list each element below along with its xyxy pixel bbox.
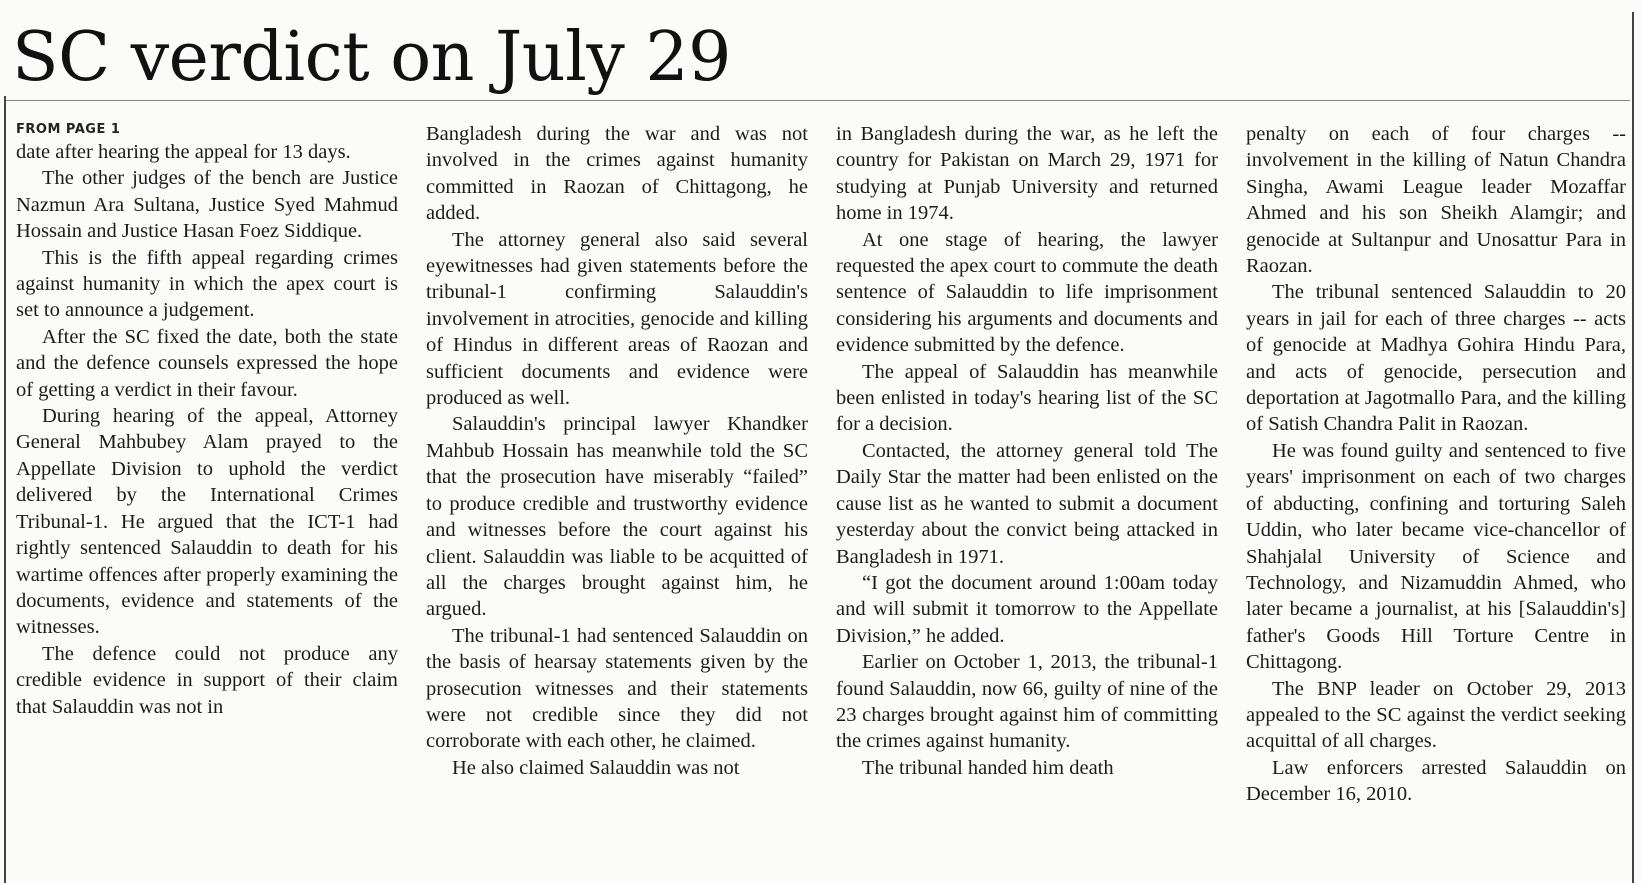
article-column-1 (16, 121, 398, 720)
paragraph: Salauddin's principal lawyer Khandker Mahbub Hossain has meanwhile told the SC that the prosecution have miserably “failed” to produce credible and trustworthy evidence and witnesses before the court against his client. Salauddin was liable to be acquitted of all the charges brought against him, he argued. (426, 413, 808, 621)
paragraph: During hearing of the appeal, Attorney General Mahbubey Alam prayed to the Appellate Division to uphold the verdict delivered by the International Crimes Tribunal-1. He argued that the ICT-1 had rightly sentenced Salauddin to death for his wartime offences after properly examining the documents, evidence and statements of the witnesses. (16, 405, 398, 639)
paragraph: The defence could not produce any credible evidence in support of their claim that Salauddin was not in (16, 642, 398, 718)
paragraph: The appeal of Salauddin has meanwhile been enlisted in today's hearing list of the SC for a decision. (836, 360, 1218, 436)
paragraph: Earlier on October 1, 2013, the tribunal-1 found Salauddin, now 66, guilty of nine of the 23 charges brought against him of committing the crimes against humanity. (836, 651, 1218, 753)
paragraph: The tribunal handed him death (862, 756, 1114, 779)
paragraph: in Bangladesh during the war, as he left the country for Pakistan on March 29, 1971 for studying at Punjab University and returned home in 1974. (836, 123, 1218, 225)
paragraph: At one stage of hearing, the lawyer requested the apex court to commute the death sentence of Salauddin to life imprisonment considering his arguments and documents and evidence submitted by the defence. (836, 228, 1218, 357)
paragraph: The tribunal-1 had sentenced Salauddin on the basis of hearsay statements given by the prosecution witnesses and their statements were not credible since they did not corroborate with each other, he claimed. (426, 624, 808, 753)
paragraph: This is the fifth appeal regarding crimes against humanity in which the apex court is set to announce a judgement. (16, 246, 398, 322)
article-column-4 (1246, 121, 1626, 808)
paragraph: Bangladesh during the war and was not involved in the crimes against humanity committed in Raozan of Chittagong, he added. (426, 123, 808, 225)
article-column-2 (426, 121, 808, 781)
paragraph: penalty on each of four charges -- involvement in the killing of Natun Chandra Singha, Awami League leader Mozaffar Ahmed and his son Sheikh Alamgir; and genocide at Sultanpur and Unosattur Para in Raozan. (1246, 123, 1626, 278)
paragraph: The attorney general also said several eyewitnesses had given statements before the tribunal-1 confirming Salauddin's involvement in atrocities, genocide and killing of Hindus in different areas of Raozan and sufficient documents and evidence were produced as well. (426, 228, 808, 410)
article-column-3 (836, 121, 1218, 781)
left-border (4, 96, 6, 883)
right-border (1632, 12, 1634, 883)
paragraph: The BNP leader on October 29, 2013 appealed to the SC against the verdict seeking acquittal of all charges. (1246, 677, 1626, 753)
top-rule (4, 100, 1630, 101)
paragraph: After the SC fixed the date, both the state and the defence counsels expressed the hope of getting a verdict in their favour. (16, 325, 398, 401)
paragraph: date after hearing the appeal for 13 days. (16, 141, 351, 163)
paragraph: Law enforcers arrested Salauddin on December 16, 2010. (1246, 756, 1626, 806)
paragraph: Contacted, the attorney general told The Daily Star the matter had been enlisted on the cause list as he wanted to submit a document yesterday about the convict being attacked in Bangladesh in 1971. (836, 439, 1218, 568)
headline: SC verdict on July 29 (12, 18, 731, 97)
paragraph: The other judges of the bench are Justice Nazmun Ara Sultana, Justice Syed Mahmud Hossain and Justice Hasan Foez Siddique. (16, 167, 398, 243)
paragraph: He also claimed Salauddin was not (452, 756, 740, 779)
jump-kicker: FROM PAGE 1 (16, 122, 121, 137)
paragraph: “I got the document around 1:00am today and will submit it tomorrow to the Appellate Division,” he added. (836, 571, 1218, 647)
paragraph: The tribunal sentenced Salauddin to 20 years in jail for each of three charges -- acts of genocide at Madhya Gohira Hindu Para, and acts of genocide, persecution and deportation at Jagotmallo Para, and the killing of Satish Chandra Palit in Raozan. (1246, 281, 1626, 436)
paragraph: He was found guilty and sentenced to five years' imprisonment on each of two charges of abducting, confining and torturing Saleh Uddin, who later became vice-chancellor of Shahjalal University of Science and Technology, and Nizamuddin Ahmed, who later became a journalist, at his [Salauddin's] father's Goods Hill Torture Centre in Chittagong. (1246, 439, 1626, 674)
